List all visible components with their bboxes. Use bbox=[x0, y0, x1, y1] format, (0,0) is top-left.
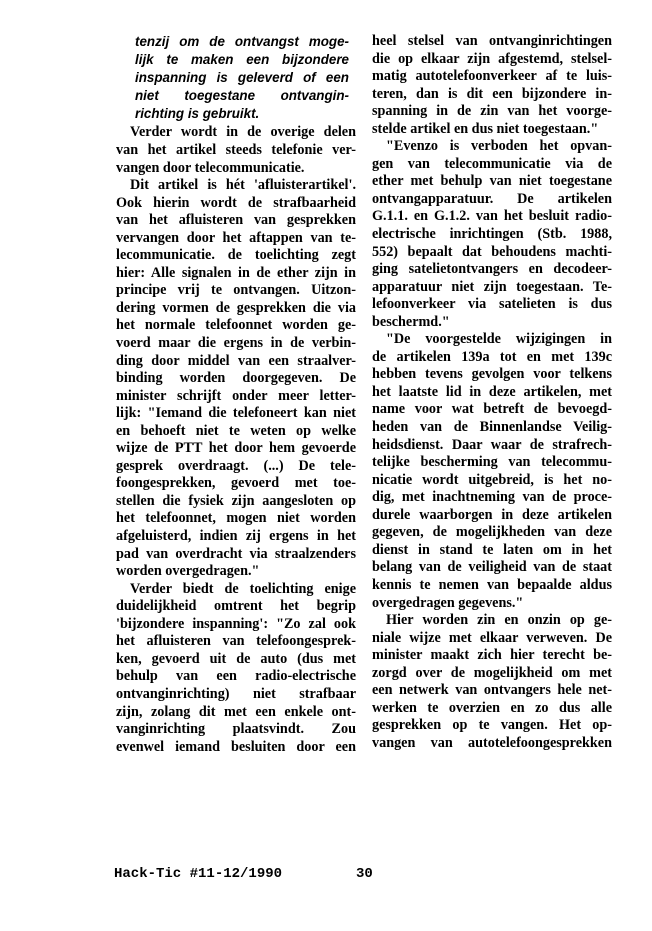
text-line: apparatuur niet zijn toegestaan. Te- bbox=[372, 278, 612, 295]
text-line: stelde artikel en dus niet toegestaan." bbox=[372, 120, 599, 137]
text-line: dienst in stand te laten om in het bbox=[372, 541, 612, 558]
text-line: van het afluisteren van gesprekken bbox=[116, 212, 356, 229]
text-line: Hier worden zin en onzin op ge- bbox=[386, 612, 612, 629]
text-line: een netwerk van ontvangers hele net- bbox=[372, 682, 612, 699]
text-line: ontvangapparatuur. De artikelen bbox=[372, 190, 612, 207]
text-line: ging satelietontvangers en decodeer- bbox=[372, 261, 612, 278]
text-line: vangen door telecommunicatie. bbox=[116, 159, 305, 176]
footer-page-number: 30 bbox=[356, 866, 373, 882]
text-line: inspanning is geleverd of een bbox=[135, 69, 349, 85]
text-line: werken te overzien en zo dus alle bbox=[372, 699, 612, 716]
text-line: lecommunicatie. de toelichting zegt bbox=[116, 247, 356, 264]
text-line: lijk: "Iemand die telefoneert kan niet bbox=[116, 405, 356, 422]
text-line: duidelijkheid omtrent het begrip bbox=[116, 598, 356, 615]
text-line: die op elkaar zijn afgestemd, stelsel- bbox=[372, 50, 612, 67]
text-line: stellen die fysiek zijn aangesloten op bbox=[116, 492, 356, 509]
footer-publication: Hack-Tic #11-12/1990 bbox=[114, 866, 283, 882]
paragraph bbox=[116, 124, 356, 177]
text-line: spanning in de zin van het voorge- bbox=[372, 103, 612, 120]
text-line: wijze de PTT het door hem gevoerde bbox=[116, 440, 356, 457]
text-line: voerd maar die ergens in de verbin- bbox=[116, 335, 356, 352]
text-line: 552) bepaalt dat behoudens machti- bbox=[372, 243, 612, 260]
text-line: lefoonverkeer via satelieten is dus bbox=[372, 296, 612, 313]
text-line: ether met behulp van niet toegestane bbox=[372, 173, 612, 190]
paragraph bbox=[372, 138, 612, 331]
text-line: vanginrichting plaatsvindt. Zou bbox=[116, 721, 356, 738]
text-line: telijke bescherming van telecommu- bbox=[372, 454, 612, 471]
text-line: durele waarborgen in deze artikelen bbox=[372, 506, 612, 523]
paragraph bbox=[372, 331, 612, 612]
text-line: beschermd." bbox=[372, 313, 450, 330]
text-line: de artikelen 139a tot en met 139c bbox=[372, 348, 612, 365]
text-line: gesprekken op te vangen. Het op- bbox=[372, 717, 612, 734]
text-line: het afluisteren van telefoongesprek- bbox=[116, 633, 356, 650]
right-body bbox=[372, 33, 612, 752]
left-column bbox=[116, 33, 356, 756]
text-line: belang van de veiligheid van de staat bbox=[372, 559, 612, 576]
text-line: Verder wordt in de overige delen bbox=[130, 124, 356, 141]
text-line: overgedragen gegevens." bbox=[372, 594, 524, 611]
text-line: hebben tevens gevolgen voor telkens bbox=[372, 366, 612, 383]
text-line: minister schrijft onder meer letter- bbox=[116, 387, 356, 404]
pullquote bbox=[135, 33, 349, 122]
text-line: matig autotelefoonverkeer af te luis- bbox=[372, 68, 612, 85]
paragraph bbox=[116, 177, 356, 581]
text-line: heel stelsel van ontvanginrichtingen bbox=[372, 33, 612, 49]
text-line: niet toegestane ontvangin- bbox=[135, 87, 349, 103]
text-line: pad van overdracht via straalzenders bbox=[116, 545, 356, 562]
text-line: evenwel iemand besluiten door een bbox=[116, 738, 356, 755]
text-line: G.1.1. en G.1.2. van het besluit radio- bbox=[372, 208, 612, 225]
text-line: name voor wat betreft de bevoegd- bbox=[372, 401, 612, 418]
text-line: van het artikel steeds telefonie ver- bbox=[116, 142, 356, 158]
text-line: gesprek overdraagt. (...) De tele- bbox=[116, 457, 356, 474]
text-line: hier: Alle signalen in de ether zijn in bbox=[116, 264, 356, 281]
text-line: Verder biedt de toelichting enige bbox=[130, 580, 356, 597]
text-line: vervangen door het aftappen van te- bbox=[116, 229, 356, 246]
text-line: teren, dan is dit een bijzondere in- bbox=[372, 85, 612, 102]
text-line: het laatste lid in deze artikelen, met bbox=[372, 383, 612, 400]
text-line: vangen van autotelefoongesprekken bbox=[372, 734, 612, 751]
text-line: tenzij om de ontvangst moge- bbox=[135, 34, 349, 49]
text-line: en behoeft niet te weten op welke bbox=[116, 422, 356, 439]
text-line: afgeluisterd, indien zij ergens in het bbox=[116, 528, 356, 545]
text-line: dering vormen de gesprekken die via bbox=[116, 299, 356, 316]
text-line: zorgd over de mogelijkheid om met bbox=[372, 664, 612, 681]
left-body bbox=[116, 124, 356, 756]
text-line: ontvanginrichting) niet strafbaar bbox=[116, 685, 356, 702]
text-line: gegeven, de mogelijkheden van deze bbox=[372, 524, 612, 541]
text-line: richting is gebruikt. bbox=[135, 105, 260, 121]
text-line: principe vrij te ontvangen. Uitzon- bbox=[116, 282, 356, 299]
text-line: binding worden doorgegeven. De bbox=[116, 370, 356, 387]
text-line: foongesprekken, gevoerd met toe- bbox=[116, 475, 356, 492]
text-line: het normale telefoonnet worden ge- bbox=[116, 317, 356, 334]
text-line: ken, gevoerd uit de auto (dus met bbox=[116, 650, 356, 667]
text-line: niale wijze met elkaar verweven. De bbox=[372, 629, 612, 646]
text-line: "De voorgestelde wijzigingen in bbox=[386, 331, 612, 348]
text-line: het telefoonnet, mogen niet worden bbox=[116, 510, 356, 527]
text-line: minister maakt zich hier terecht be- bbox=[372, 647, 612, 664]
text-line: worden overgedragen." bbox=[116, 563, 260, 580]
paragraph bbox=[372, 33, 612, 138]
text-line: "Evenzo is verboden het opvan- bbox=[386, 138, 612, 155]
text-line: zijn, zolang dit met een enkele ont- bbox=[116, 703, 356, 720]
text-line: Dit artikel is hét 'afluisterartikel'. bbox=[130, 177, 356, 194]
paragraph bbox=[372, 612, 612, 752]
text-line: gen van telecommunicatie via de bbox=[372, 155, 612, 172]
text-line: heidsdienst. Daar waar de strafrech- bbox=[372, 436, 612, 453]
text-line: 'bijzondere inspanning': "Zo zal ook bbox=[116, 615, 356, 632]
paragraph bbox=[116, 581, 356, 756]
text-line: nicatie wordt uitgebreid, is het no- bbox=[372, 471, 612, 488]
text-line: behulp van een radio-electrische bbox=[116, 668, 356, 685]
right-column bbox=[372, 33, 612, 752]
text-line: ding door middel van een straalver- bbox=[116, 352, 356, 369]
text-line: lijk te maken een bijzondere bbox=[135, 51, 349, 67]
text-line: heden van de Binnenlandse Veilig- bbox=[372, 419, 612, 436]
text-line: dig, met inachtneming van de proce- bbox=[372, 489, 612, 506]
text-line: Ook hierin wordt de strafbaarheid bbox=[116, 194, 356, 211]
text-line: kennis te nemen van bepaalde aldus bbox=[372, 576, 612, 593]
text-line: electrische inrichtingen (Stb. 1988, bbox=[372, 226, 612, 243]
